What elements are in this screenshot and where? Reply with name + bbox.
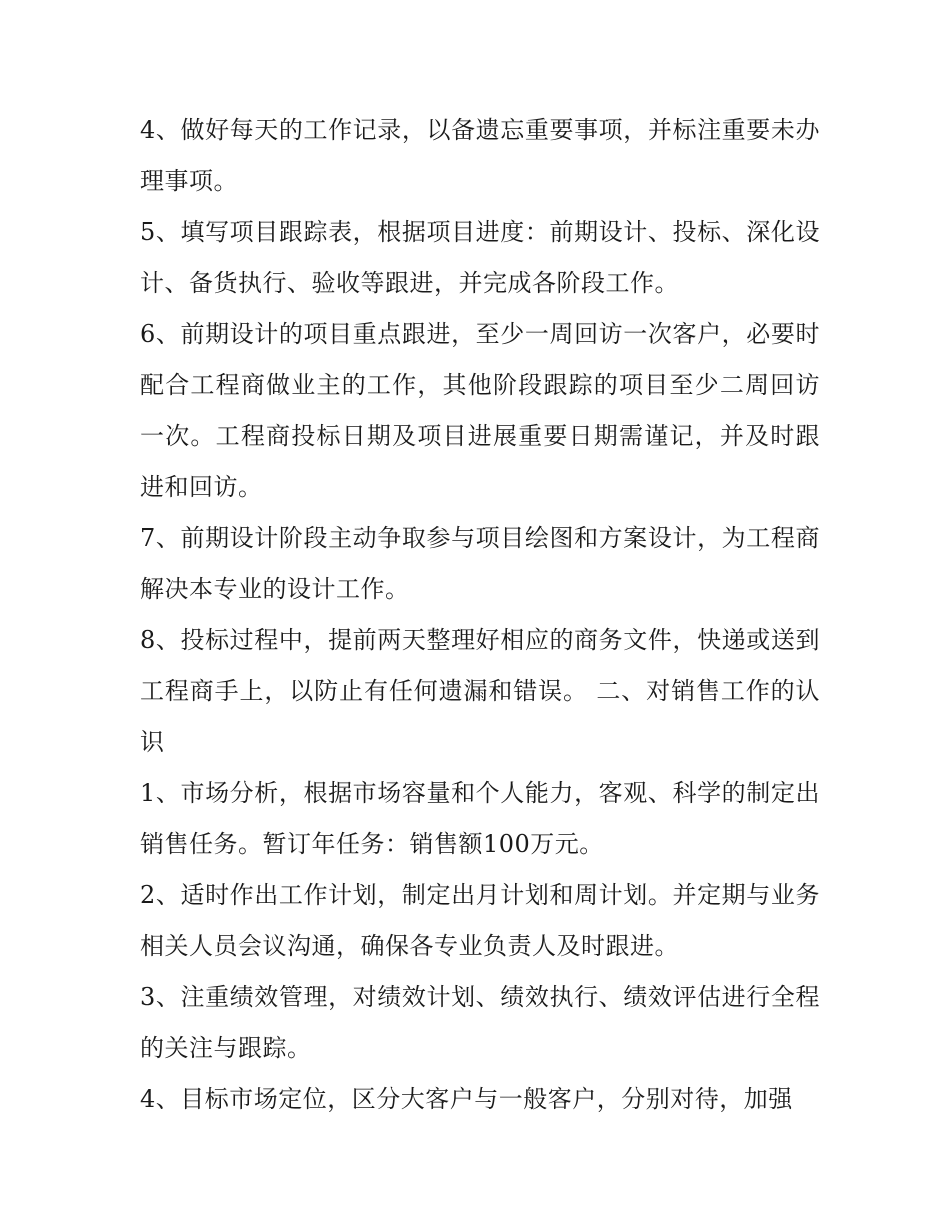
paragraph-performance-management: 3、注重绩效管理，对绩效计划、绩效执行、绩效评估进行全程的关注与跟踪。 bbox=[140, 983, 820, 1062]
paragraph-design-participation: 7、前期设计阶段主动争取参与项目绘图和方案设计，为工程商解决本专业的设计工作。 bbox=[140, 524, 820, 603]
paragraph-target-market: 4、目标市场定位，区分大客户与一般客户，分别对待，加强 bbox=[140, 1085, 793, 1113]
paragraph-work-plan: 2、适时作出工作计划，制定出月计划和周计划。并定期与业务相关人员会议沟通，确保各专业负责人及时跟进。 bbox=[140, 881, 820, 960]
paragraph-follow-up-visits: 6、前期设计的项目重点跟进，至少一周回访一次客户，必要时配合工程商做业主的工作，其他阶段跟踪的项目至少二周回访一次。工程商投标日期及项目进展重要日期需谨记，并及时跟进和回访。 bbox=[140, 320, 820, 501]
paragraph-bidding-documents: 8、投标过程中，提前两天整理好相应的商务文件，快递或送到工程商手上，以防止有任何遗漏和错误。 二、对销售工作的认识 bbox=[140, 626, 820, 756]
paragraph-project-tracking: 5、填写项目跟踪表，根据项目进度：前期设计、投标、深化设计、备货执行、验收等跟进，并完成各阶段工作。 bbox=[140, 218, 820, 297]
paragraph-market-analysis: 1、市场分析，根据市场容量和个人能力，客观、科学的制定出销售任务。暂订年任务：销售额100万元。 bbox=[140, 779, 820, 858]
paragraph-record-keeping: 4、做好每天的工作记录，以备遗忘重要事项，并标注重要未办理事项。 bbox=[140, 116, 820, 195]
body-text bbox=[140, 105, 820, 1125]
